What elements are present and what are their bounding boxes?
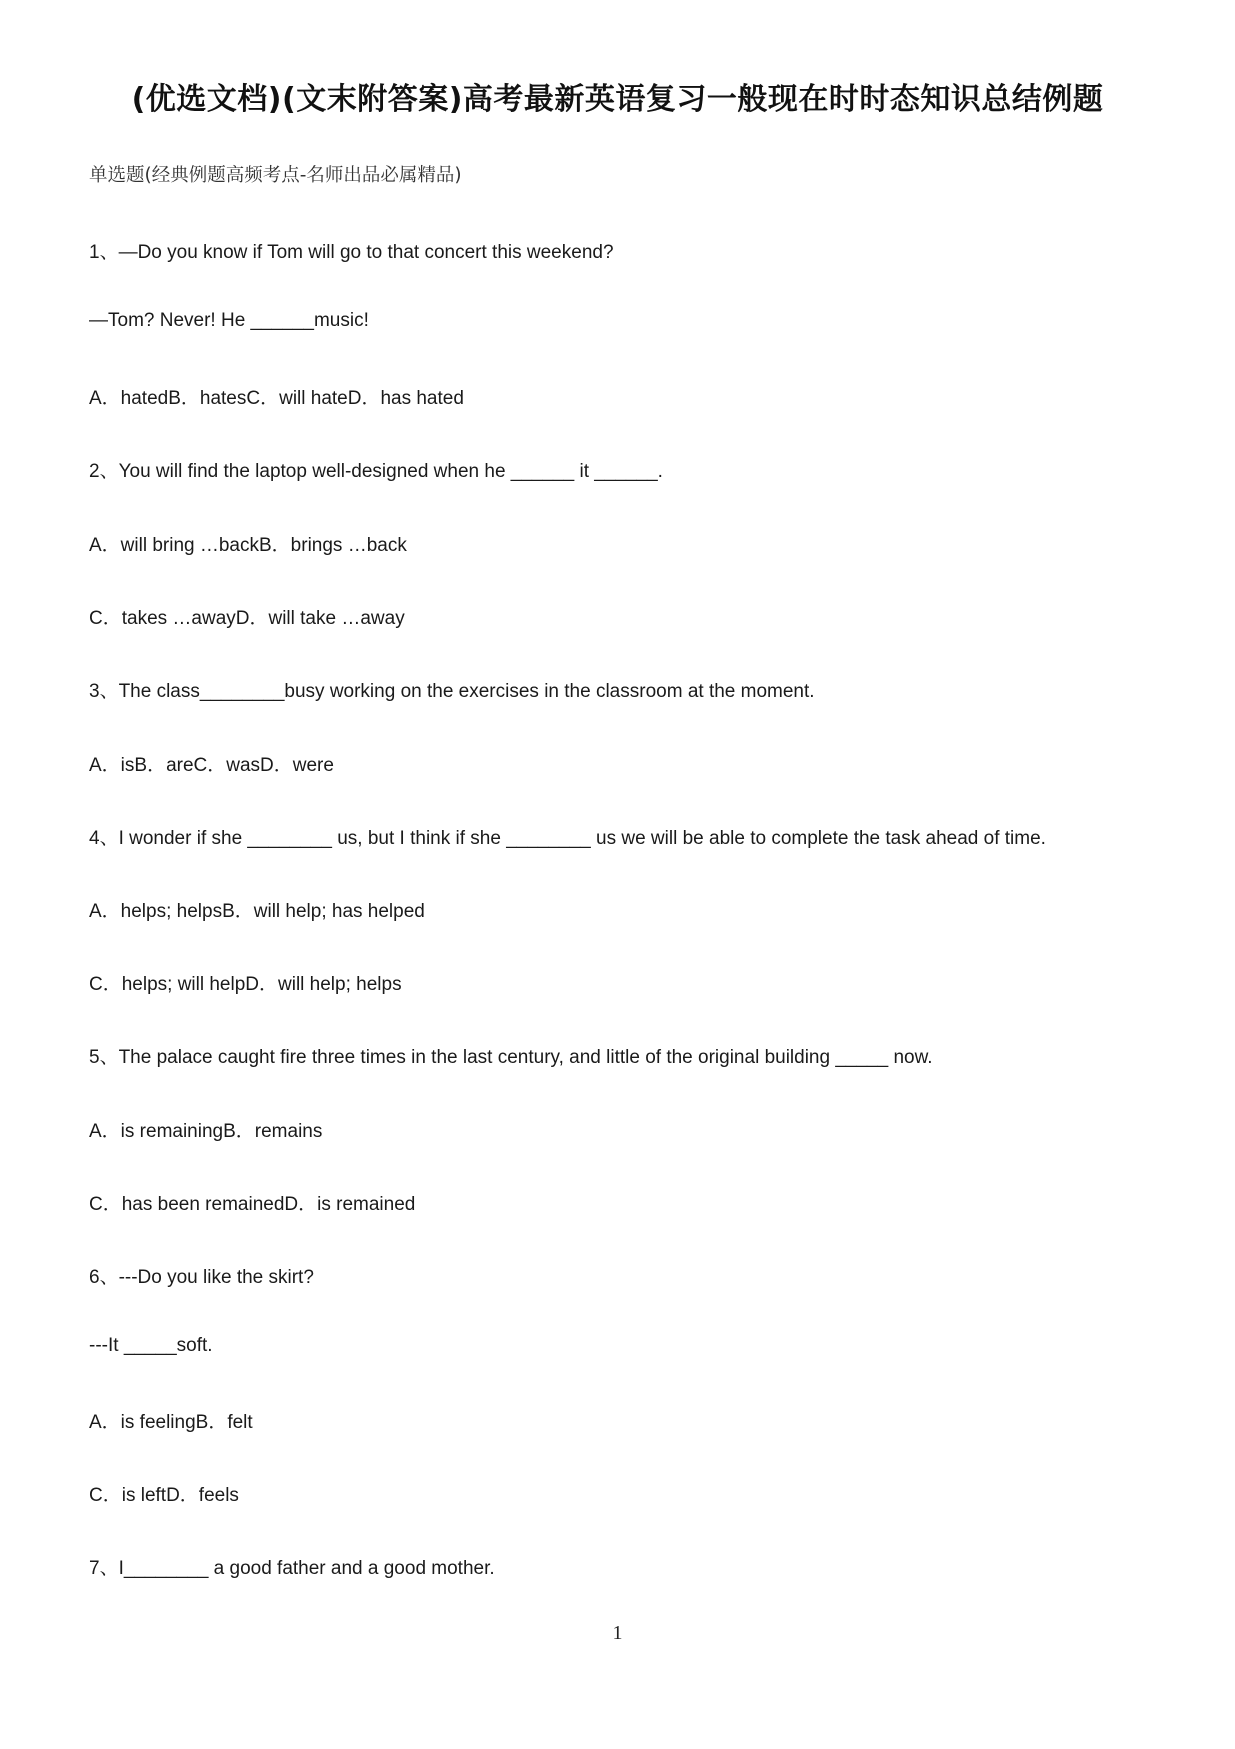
question-1-options: A．hatedB．hatesC．will hateD．has hated: [89, 388, 464, 409]
question-2-options-cd: C．takes …awayD．will take …away: [89, 608, 405, 629]
page-number: 1: [612, 1622, 623, 1644]
document-title: (优选文档)(文末附答案)高考最新英语复习一般现在时时态知识总结例题: [131, 82, 1104, 117]
question-2-options-ab: A．will bring …backB．brings …back: [89, 535, 407, 556]
question-6-stem: 6、---Do you like the skirt?: [89, 1267, 314, 1288]
question-5-options-ab: A．is remainingB．remains: [89, 1121, 323, 1142]
question-6-dialogue: ---It _____soft.: [89, 1335, 213, 1356]
question-4-options-ab: A．helps; helpsB．will help; has helped: [89, 901, 425, 922]
question-6-options-ab: A．is feelingB．felt: [89, 1412, 253, 1433]
question-2-stem: 2、You will find the laptop well-designed when he ______ it ______.: [89, 461, 663, 482]
question-4-stem: 4、I wonder if she ________ us, but I think if she ________ us we will be able to complete the task ahead of time.: [89, 828, 1046, 849]
question-3-options: A．isB．areC．wasD．were: [89, 755, 334, 776]
question-4-options-cd: C．helps; will helpD．will help; helps: [89, 974, 402, 995]
question-3-stem: 3、The class________busy working on the exercises in the classroom at the moment.: [89, 681, 815, 702]
question-7-stem: 7、I________ a good father and a good mother.: [89, 1558, 495, 1579]
question-1-dialogue: —Tom? Never! He ______music!: [89, 310, 369, 331]
question-6-options-cd: C．is leftD．feels: [89, 1485, 239, 1506]
question-1-stem: 1、—Do you know if Tom will go to that concert this weekend?: [89, 242, 614, 263]
question-5-stem: 5、The palace caught fire three times in the last century, and little of the original building _____ now.: [89, 1047, 933, 1068]
section-heading: 单选题(经典例题高频考点-名师出品必属精品): [89, 165, 462, 186]
question-5-options-cd: C．has been remainedD．is remained: [89, 1194, 416, 1215]
